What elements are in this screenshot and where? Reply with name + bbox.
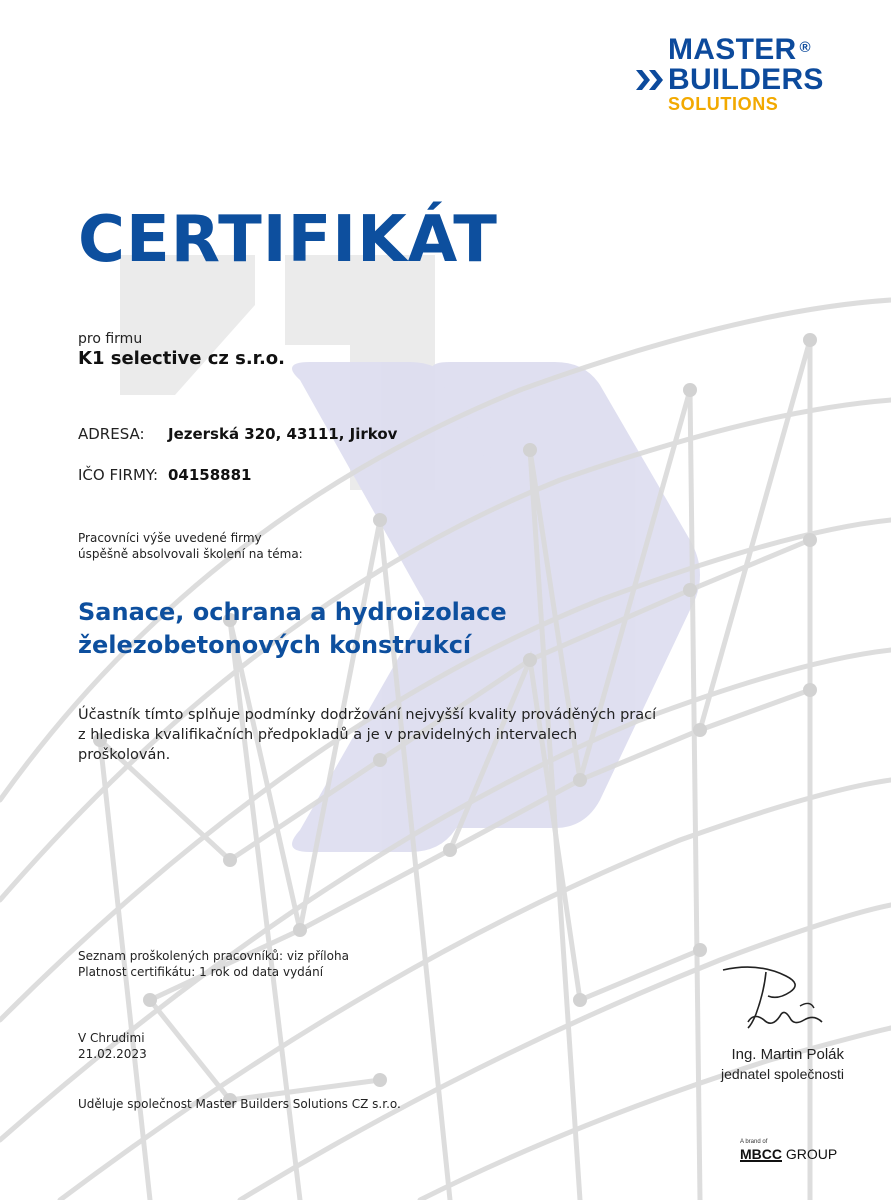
compliance-statement bbox=[78, 705, 678, 765]
firm-name: K1 selective cz s.r.o. bbox=[78, 348, 286, 369]
group-label: GROUP bbox=[782, 1146, 838, 1162]
address-label: ADRESA: bbox=[78, 425, 145, 443]
trained-list-note: Seznam proškolených pracovníků: viz příloha bbox=[78, 949, 349, 963]
issue-date: 21.02.2023 bbox=[78, 1047, 147, 1061]
firm-prefix: pro firmu bbox=[78, 331, 143, 347]
mbcc-label: MBCC bbox=[740, 1146, 782, 1162]
address-value: Jezerská 320, 43111, Jirkov bbox=[168, 425, 398, 443]
logo-master: MASTER ® bbox=[668, 33, 811, 66]
intro-line-1: Pracovníci výše uvedené firmy bbox=[78, 531, 262, 545]
topic-line-2: železobetonových konstrukcí bbox=[78, 631, 472, 659]
signature-image bbox=[718, 962, 828, 1042]
logo-solutions: SOLUTIONS bbox=[668, 94, 779, 114]
notes bbox=[78, 948, 349, 980]
double-chevron-icon bbox=[636, 70, 666, 90]
certificate-title: CERTIFIKÁT bbox=[78, 203, 498, 277]
ico-label: IČO FIRMY: bbox=[78, 466, 159, 484]
validity-note: Platnost certifikátu: 1 rok od data vydání bbox=[78, 965, 324, 979]
mbcc-group-logo bbox=[740, 1146, 837, 1162]
statement-line-2: z hlediska kvalifikačních předpokladů a je v pravidelných intervalech bbox=[78, 727, 578, 743]
intro-text bbox=[78, 530, 478, 562]
intro-line-2: úspěšně absolvovali školení na téma: bbox=[78, 547, 303, 561]
training-topic bbox=[78, 596, 698, 662]
logo-builders: BUILDERS bbox=[668, 63, 824, 96]
signer-name: Ing. Martin Polák bbox=[731, 1046, 844, 1063]
ico-value: 04158881 bbox=[168, 466, 252, 484]
place: V Chrudimi bbox=[78, 1031, 145, 1045]
statement-line-3: proškolován. bbox=[78, 747, 171, 763]
place-date bbox=[78, 1030, 147, 1062]
signer-role: jednatel společnosti bbox=[721, 1066, 844, 1082]
brand-of-label: A brand of bbox=[740, 1139, 768, 1145]
statement-line-1: Účastník tímto splňuje podmínky dodržování nejvyšší kvality prováděných prací bbox=[78, 707, 657, 723]
issuer-note: Uděluje společnost Master Builders Solutions CZ s.r.o. bbox=[78, 1097, 401, 1111]
topic-line-1: Sanace, ochrana a hydroizolace bbox=[78, 598, 507, 626]
registered-mark: ® bbox=[799, 39, 811, 56]
